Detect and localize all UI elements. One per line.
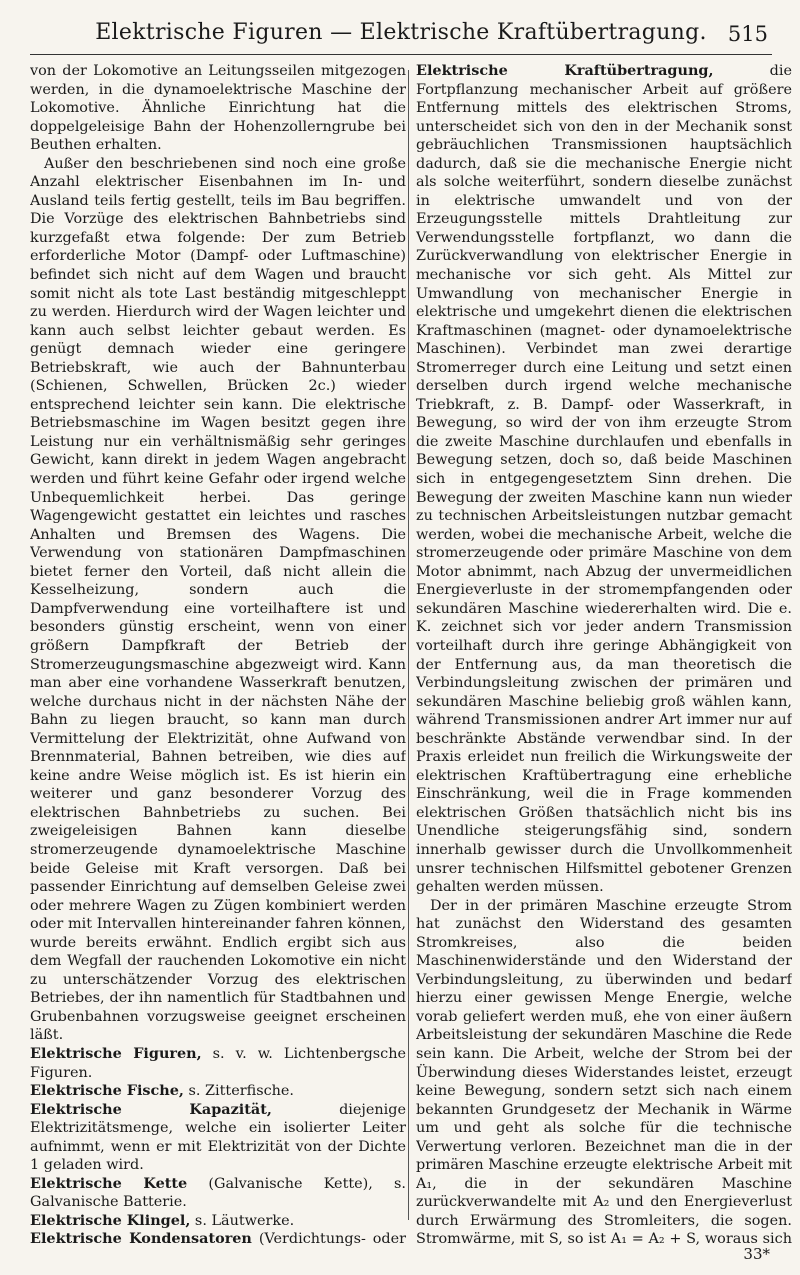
page-header xyxy=(30,14,772,55)
paragraph-efficiency xyxy=(416,897,792,1247)
entry-text: die Fortpflanzung mechanischer Arbeit auf größere Entfernung mittels des elektrischen Stroms, unterscheidet sich von den in der Mechanik sonst gebräuchlichen Transmissionen hauptsächlich dadurch, daß sie die mechanische Energie nicht als solche weiterführt, sondern dieselbe zunächst in elektrische umwandelt und von der Erzeugungsstelle mittels Drahtleitung zur Verwendungsstelle fortpflanzt, wo dann die Zurückverwandlung von elektrischer Energie in mechanische vor sich geht. Als Mittel zur Umwandlung von mechanischer Energie in elektrische und umgekehrt dienen die elektrischen Kraftmaschinen (magnet- oder dynamoelektrische Maschinen). Verbindet man zwei derartige Stromerreger durch eine Leitung und setzt einen derselben durch irgend welche mechanische Triebkraft, z. B. Dampf- oder Wasserkraft, in Bewegung, so wird der von ihm erzeugte Strom die zweite Maschine durchlaufen und ebenfalls in Bewegung setzen, doch so, daß beide Maschinen sich in entgegengesetztem Sinn drehen. Die Bewegung der zweiten Maschine kann nun wieder zu technischen Arbeitsleistungen nutzbar gemacht werden, wobei die mechanische Arbeit, welche die stromerzeugende oder primäre Maschine von dem Motor abnimmt, nach Abzug der unvermeidlichen Energieverluste in der stromempfangenden oder sekundären Maschine wiedererhalten wird. Die e. K. zeichnet sich vor jeder andern Transmission vorteilhaft durch ihre geringe Abhängigkeit von der Entfernung aus, da man theoretisch die Verbindungsleitung zwischen der primären und sekundären Maschine beliebig groß wählen kann, während Transmissionen andrer Art immer nur auf beschränkte Abstände verwendbar sind. In der Praxis erleidet nun freilich die Wirkungsweite der elektrischen Kraftübertragung eine erhebliche Einschränkung, weil die in Frage kommenden elektrischen Größen thatsächlich nicht bis ins Unendliche steigerungsfähig sind, sondern innerhalb gewisser durch die Unvollkommenheit unsrer technischen Hilfsmittel gebotener Grenzen gehalten werden müssen. xyxy=(416,63,792,896)
entry-text: s. v. w. Lichtenbergsche Figuren. xyxy=(30,1045,406,1081)
headword: Elektrische Fische, xyxy=(30,1082,184,1100)
right-column xyxy=(416,62,792,1247)
entry-text: diejenige Elektrizitätsmenge, welche ein isolierter Leiter aufnimmt, wenn er mit Elektrizität von der Dichte 1 geladen wird. xyxy=(30,1101,406,1174)
entry-text: s. Läutwerke. xyxy=(190,1212,295,1229)
formula-energy-balance: A₁ = A₂ + S xyxy=(610,1231,696,1247)
sheet-signature: 33* xyxy=(743,1245,770,1263)
entry-elektrische-kette xyxy=(30,1175,406,1212)
paragraph-text: Der in der primären Maschine erzeugte Strom hat zunächst den Widerstand des gesamten Stromkreises, also die beiden Maschinenwiderstände und den Widerstand der Verbindungsleitung, zu überwinden und bedarf hierzu einer gewissen Menge Energie, welche vorab geliefert werden muß, ehe von einer äußern Arbeitsleistung der sekundären Maschine die Rede sein kann. Die Arbeit, welche der Strom bei der Überwindung dieses Widerstandes leistet, erzeugt keine Bewegung, sondern setzt sich nach einem bekannten Grundgesetz der Mechanik in Wärme um und geht als solche für die technische Verwertung verloren. Bezeichnet man die in der primären Maschine erzeugte elektrische Arbeit mit A₁, die in der sekundären Maschine zurückverwandelte mit A₂ und den Energieverlust durch Erwärmung des Stromleiters, die sogen. Stromwärme, mit S, so ist xyxy=(416,897,792,1247)
page-number: 515 xyxy=(727,22,768,46)
paragraph-text: , woraus sich xyxy=(695,1231,792,1247)
headword: Elektrische Kapazität, xyxy=(30,1100,272,1118)
left-column xyxy=(30,62,406,1247)
entry-text: s. Zitterfische. xyxy=(183,1083,295,1100)
running-title: Elektrische Figuren — Elektrische Kraftübertragung. xyxy=(95,20,707,45)
entry-text: (Verdichtungs- oder xyxy=(258,1231,406,1247)
entry-text: (Galvanische Kette), s. Galvanische Batterie. xyxy=(30,1175,406,1211)
headword: Elektrische Klingel, xyxy=(30,1211,191,1229)
entry-elektrische-klingel xyxy=(30,1212,406,1231)
entry-elektrische-kraftuebertragung xyxy=(416,62,792,897)
paragraph-advantages: Außer den beschriebenen sind noch eine große Anzahl elektrischer Eisenbahnen im In- und Ausland teils fertig gestellt, teils im Bau begriffen. Die Vorzüge des elektrischen Bahnbetriebs sind kurzgefaßt etwa folgende: Der zum Betrieb erforderliche Motor (Dampf- oder Luftmaschine) befindet sich nicht auf dem Wagen und braucht somit nicht als tote Last beständig mitgeschleppt zu werden. Hierdurch wird der Wagen leichter und kann auch selbst leichter gebaut werden. Es genügt demnach wieder eine geringere Betriebskraft, wie auch der Bahnunterbau (Schienen, Schwellen, Brücken 2c.) wieder entsprechend leichter sein kann. Die elektrische Betriebsmaschine im Wagen besitzt gegen ihre Leistung nur ein verhältnismäßig sehr geringes Gewicht, kann direkt in jedem Wagen angebracht werden und führt keine Gefahr oder irgend welche Unbequemlichkeit herbei. Das geringe Wagengewicht gestattet ein leichtes und rasches Anhalten und Bremsen des Wagens. Die Verwendung von stationären Dampfmaschinen bietet ferner den Vorteil, daß nicht allein die Kesselheizung, sondern auch die Dampfverwendung eine vorteilhaftere ist und besonders günstig erscheint, wenn von einer größern Dampfkraft der Betrieb der Stromerzeugungsmaschine abgezweigt wird. Kann man aber eine vorhandene Wasserkraft benutzen, welche durchaus nicht in der nächsten Nähe der Bahn zu liegen braucht, so kann man durch Vermittelung der Elektrizität, ohne Aufwand von Brennmaterial, Bahnen betreiben, wie dies auf keine andre Weise möglich ist. Es ist hierin ein weiterer und ganz besonderer Vorzug des elektrischen Bahnbetriebs zu suchen. Bei zweigeleisigen Bahnen kann dieselbe stromerzeugende dynamoelektrische Maschine beide Geleise mit Kraft versorgen. Daß bei passender Einrichtung auf demselben Geleise zwei oder mehrere Wagen zu Zügen kombiniert werden oder mit Intervallen hintereinander fahren können, wurde bereits erwähnt. Endlich ergibt sich aus dem Wegfall der rauchenden Lokomotive ein nicht zu unterschätzender Vorzug des elektrischen Betriebes, der ihn namentlich für Stadtbahnen und Grubenbahnen vorzugsweise geeignet erscheinen läßt. xyxy=(30,155,406,1044)
entry-elektrische-kapazitaet xyxy=(30,1101,406,1175)
column-divider xyxy=(408,70,409,1220)
entry-elektrische-fische xyxy=(30,1082,406,1101)
headword: Elektrische Figuren, xyxy=(30,1044,202,1062)
headword: Elektrische Kraftübertragung, xyxy=(416,62,714,79)
paragraph-continuation: von der Lokomotive an Leitungsseilen mitgezogen werden, in die dynamoelektrische Maschine der Lokomotive. Ähnliche Einrichtung hat die doppelgeleisige Bahn der Hohenzollerngrube bei Beuthen erhalten. xyxy=(30,63,406,154)
entry-elektrische-kondensatoren xyxy=(30,1230,406,1247)
headword: Elektrische Kette xyxy=(30,1174,188,1192)
entry-elektrische-figuren xyxy=(30,1045,406,1082)
headword: Elektrische Kondensatoren xyxy=(30,1230,252,1247)
